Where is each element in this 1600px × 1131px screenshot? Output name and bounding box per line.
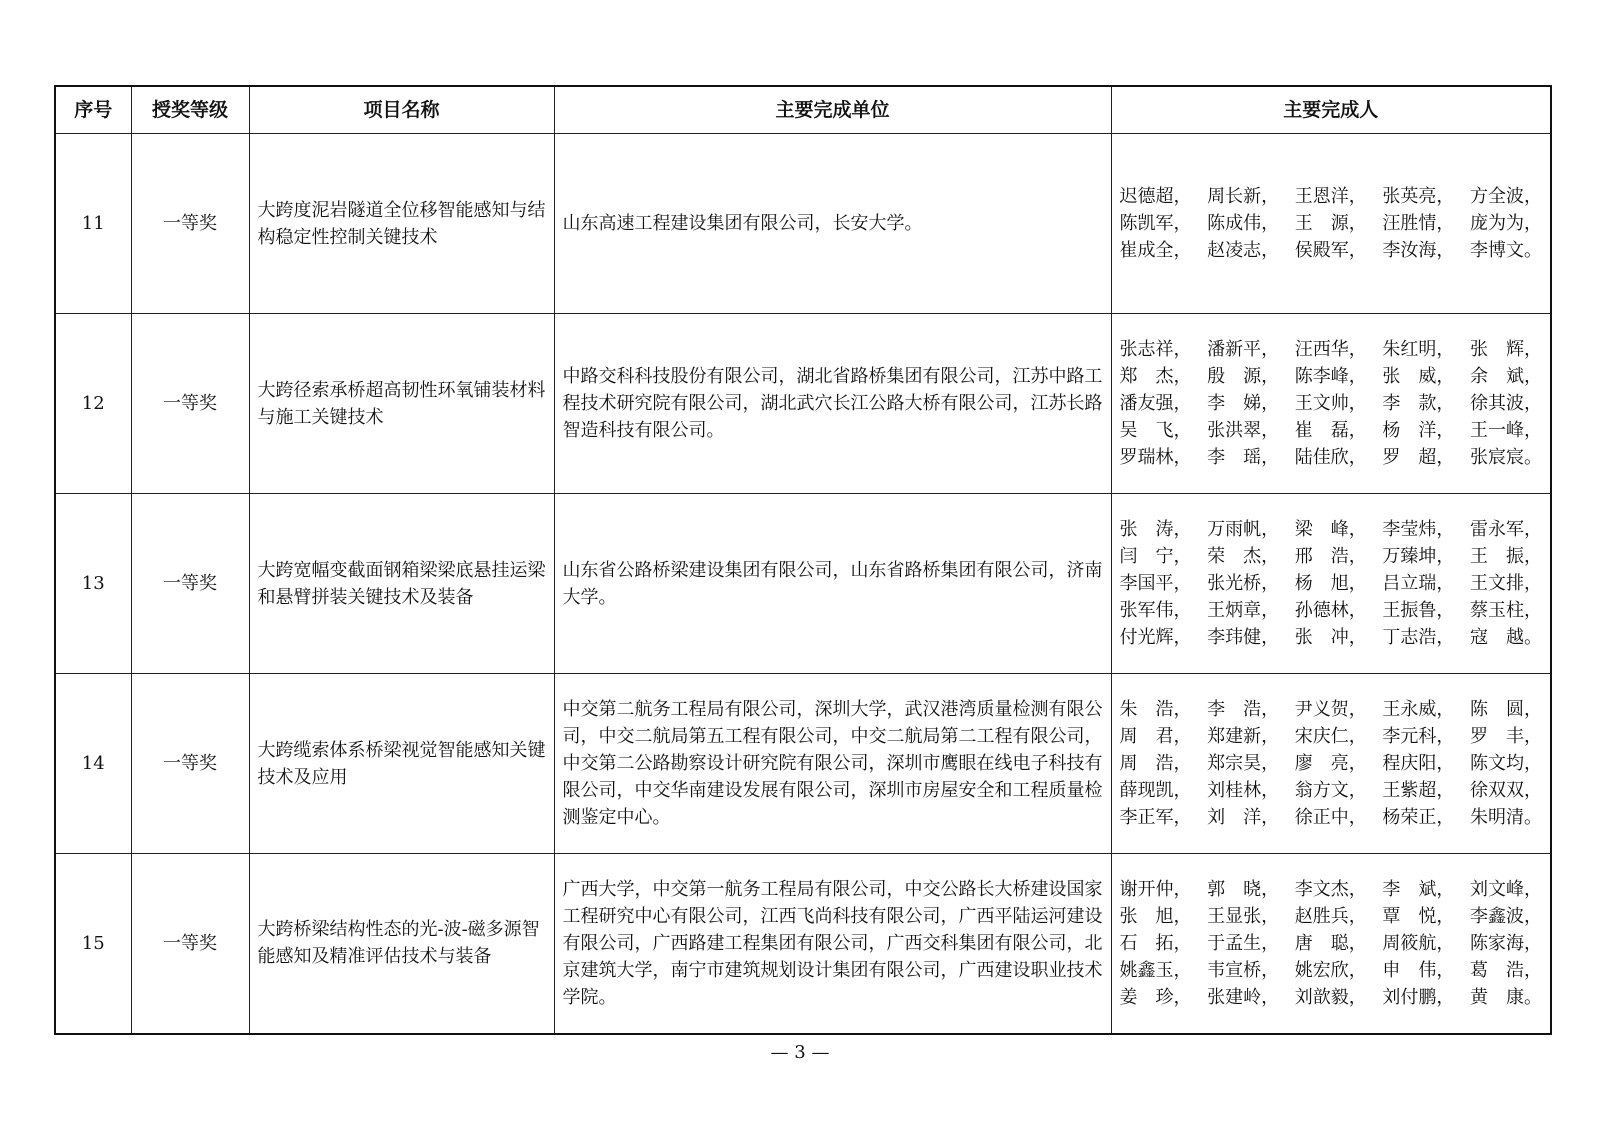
person-name: 王紫超， <box>1382 780 1455 801</box>
person-name: 姜 珍， <box>1119 986 1192 1008</box>
completing-people <box>1111 494 1551 674</box>
table-header <box>55 86 1551 134</box>
people-line <box>1120 237 1543 264</box>
person-name: 杨 旭， <box>1294 573 1367 594</box>
person-name: 石 拓， <box>1119 932 1192 954</box>
person-name: 王 振， <box>1470 546 1542 567</box>
person-name: 孙德林， <box>1294 600 1367 621</box>
person-name: 潘友强， <box>1119 393 1192 414</box>
person-name: 李 浩， <box>1207 699 1280 720</box>
person-name: 李莹炜， <box>1382 519 1455 540</box>
person-name: 郑宗昊， <box>1207 753 1280 774</box>
people-line <box>1120 903 1543 930</box>
people-line <box>1120 957 1543 984</box>
people-line <box>1120 417 1543 444</box>
person-name: 姚鑫玉， <box>1119 959 1192 981</box>
person-name: 陈家海， <box>1470 932 1542 954</box>
person-name: 张宸宸。 <box>1470 447 1542 468</box>
person-name: 李国平， <box>1119 573 1192 594</box>
completing-people <box>1111 134 1551 314</box>
person-name: 徐正中， <box>1294 807 1367 828</box>
table-row <box>55 134 1551 314</box>
people-line <box>1120 750 1543 777</box>
person-name: 汪西华， <box>1294 339 1367 360</box>
project-name: 大跨度泥岩隧道全位移智能感知与结构稳定性控制关键技术 <box>249 134 554 314</box>
person-name: 吴 飞， <box>1119 420 1192 441</box>
person-name: 李博文。 <box>1470 240 1542 261</box>
completing-units: 山东省公路桥梁建设集团有限公司，山东省路桥集团有限公司，济南大学。 <box>554 494 1111 674</box>
row-number: 14 <box>55 674 131 854</box>
person-name: 李正军， <box>1119 807 1192 828</box>
person-name: 谢开仲， <box>1119 878 1192 900</box>
person-name: 陈成伟， <box>1207 213 1280 234</box>
person-name: 王振鲁， <box>1382 600 1455 621</box>
person-name: 陆佳欣， <box>1294 447 1367 468</box>
person-name: 杨荣正， <box>1382 807 1455 828</box>
person-name: 张英亮， <box>1382 186 1455 207</box>
person-name: 宋庆仁， <box>1294 726 1367 747</box>
person-name: 崔成全， <box>1119 240 1192 261</box>
award-level: 一等奖 <box>131 314 249 494</box>
person-name: 廖 亮， <box>1294 753 1367 774</box>
person-name: 张建岭， <box>1207 986 1280 1008</box>
page-number: — 3 — <box>770 1042 830 1063</box>
people-line <box>1120 696 1543 723</box>
person-name: 罗 超， <box>1382 447 1455 468</box>
completing-people <box>1111 674 1551 854</box>
person-name: 王 源， <box>1294 213 1367 234</box>
people-line <box>1120 723 1543 750</box>
person-name: 尹义贺， <box>1294 699 1367 720</box>
person-name: 侯殿军， <box>1294 240 1367 261</box>
people-line <box>1120 930 1543 957</box>
project-name: 大跨缆索体系桥梁视觉智能感知关键技术及应用 <box>249 674 554 854</box>
award-level: 一等奖 <box>131 854 249 1034</box>
completing-people <box>1111 314 1551 494</box>
person-name: 张军伟， <box>1119 600 1192 621</box>
person-name: 张 冲， <box>1294 627 1367 648</box>
completing-units: 山东高速工程建设集团有限公司，长安大学。 <box>554 134 1111 314</box>
person-name: 蔡玉柱， <box>1470 600 1542 621</box>
person-name: 李鑫波， <box>1470 905 1542 927</box>
header-no: 序号 <box>55 86 131 134</box>
person-name: 吕立瑞， <box>1382 573 1455 594</box>
table-row <box>55 674 1551 854</box>
person-name: 朱明清。 <box>1470 807 1542 828</box>
people-line <box>1120 876 1543 903</box>
people-line <box>1120 543 1543 570</box>
people-line <box>1120 336 1543 363</box>
person-name: 周筱航， <box>1382 932 1455 954</box>
person-name: 徐双双， <box>1470 780 1542 801</box>
person-name: 张 旭， <box>1119 905 1192 927</box>
people-line <box>1120 210 1543 237</box>
people-line <box>1120 570 1543 597</box>
person-name: 陈文均， <box>1470 753 1542 774</box>
table-row <box>55 494 1551 674</box>
person-name: 王炳章， <box>1207 600 1280 621</box>
people-line <box>1120 390 1543 417</box>
people-line <box>1120 777 1543 804</box>
header-people: 主要完成人 <box>1111 86 1551 134</box>
people-line <box>1120 516 1543 543</box>
person-name: 余 斌， <box>1470 366 1542 387</box>
awards-table <box>54 85 1552 1035</box>
person-name: 翁方文， <box>1294 780 1367 801</box>
project-name: 大跨桥梁结构性态的光-波-磁多源智能感知及精准评估技术与装备 <box>249 854 554 1034</box>
person-name: 张志祥， <box>1119 339 1192 360</box>
person-name: 潘新平， <box>1207 339 1280 360</box>
person-name: 周 君， <box>1119 726 1192 747</box>
person-name: 陈 圆， <box>1470 699 1542 720</box>
person-name: 万臻坤， <box>1382 546 1455 567</box>
project-name: 大跨径索承桥超高韧性环氧铺装材料与施工关键技术 <box>249 314 554 494</box>
person-name: 李 娣， <box>1207 393 1280 414</box>
person-name: 庞为为， <box>1470 213 1542 234</box>
person-name: 迟德超， <box>1119 186 1192 207</box>
person-name: 张 涛， <box>1119 519 1192 540</box>
person-name: 张 威， <box>1382 366 1455 387</box>
person-name: 李汝海， <box>1382 240 1455 261</box>
person-name: 唐 聪， <box>1294 932 1367 954</box>
person-name: 闫 宁， <box>1119 546 1192 567</box>
header-name: 项目名称 <box>249 86 554 134</box>
row-number: 13 <box>55 494 131 674</box>
person-name: 申 伟， <box>1382 959 1455 981</box>
header-units: 主要完成单位 <box>554 86 1111 134</box>
table-body <box>55 134 1551 1034</box>
project-name: 大跨宽幅变截面钢箱梁梁底悬挂运梁和悬臂拼装关键技术及装备 <box>249 494 554 674</box>
people-line <box>1120 804 1543 831</box>
person-name: 李玮健， <box>1207 627 1280 648</box>
person-name: 万雨帆， <box>1207 519 1280 540</box>
completing-units: 中交第二航务工程局有限公司，深圳大学，武汉港湾质量检测有限公司，中交二航局第五工程有限公司，中交二航局第二工程有限公司，中交第二公路勘察设计研究院有限公司，深圳市鹰眼在线电子科技有限公司，中交华南建设发展有限公司，深圳市房屋安全和工程质量检测鉴定中心。 <box>554 674 1111 854</box>
person-name: 李元科， <box>1382 726 1455 747</box>
row-number: 12 <box>55 314 131 494</box>
person-name: 荣 杰， <box>1207 546 1280 567</box>
people-line <box>1120 597 1543 624</box>
person-name: 陈凯军， <box>1119 213 1192 234</box>
person-name: 薛现凯， <box>1119 780 1192 801</box>
person-name: 崔 磊， <box>1294 420 1367 441</box>
person-name: 梁 峰， <box>1294 519 1367 540</box>
completing-units: 广西大学，中交第一航务工程局有限公司，中交公路长大桥建设国家工程研究中心有限公司，江西飞尚科技有限公司，广西平陆运河建设有限公司，广西路建工程集团有限公司，广西交科集团有限公司，北京建筑大学，南宁市建筑规划设计集团有限公司，广西建设职业技术学院。 <box>554 854 1111 1034</box>
person-name: 寇 越。 <box>1470 627 1542 648</box>
header-level: 授奖等级 <box>131 86 249 134</box>
header-row <box>55 86 1551 134</box>
person-name: 张洪翠， <box>1207 420 1280 441</box>
person-name: 刘 洋， <box>1207 807 1280 828</box>
table-row <box>55 854 1551 1034</box>
person-name: 罗 丰， <box>1470 726 1542 747</box>
person-name: 罗瑞林， <box>1119 447 1192 468</box>
person-name: 覃 悦， <box>1382 905 1455 927</box>
person-name: 王永威， <box>1382 699 1455 720</box>
person-name: 李文杰， <box>1294 878 1367 900</box>
person-name: 刘歆毅， <box>1294 986 1367 1008</box>
person-name: 于孟生， <box>1207 932 1280 954</box>
award-level: 一等奖 <box>131 674 249 854</box>
person-name: 王文排， <box>1470 573 1542 594</box>
people-line <box>1120 444 1543 471</box>
person-name: 李 款， <box>1382 393 1455 414</box>
person-name: 程庆阳， <box>1382 753 1455 774</box>
person-name: 付光辉， <box>1119 627 1192 648</box>
person-name: 刘文峰， <box>1470 878 1542 900</box>
completing-units: 中路交科科技股份有限公司，湖北省路桥集团有限公司，江苏中路工程技术研究院有限公司，湖北武穴长江公路大桥有限公司，江苏长路智造科技有限公司。 <box>554 314 1111 494</box>
person-name: 黄 康。 <box>1470 986 1542 1008</box>
person-name: 王文帅， <box>1294 393 1367 414</box>
person-name: 雷永军， <box>1470 519 1542 540</box>
person-name: 陈李峰， <box>1294 366 1367 387</box>
person-name: 朱红明， <box>1382 339 1455 360</box>
person-name: 杨 洋， <box>1382 420 1455 441</box>
person-name: 郑 杰， <box>1119 366 1192 387</box>
people-line <box>1120 624 1543 651</box>
person-name: 徐其波， <box>1470 393 1542 414</box>
person-name: 郭 晓， <box>1207 878 1280 900</box>
person-name: 邢 浩， <box>1294 546 1367 567</box>
row-number: 11 <box>55 134 131 314</box>
person-name: 王显张， <box>1207 905 1280 927</box>
people-line <box>1120 183 1543 210</box>
person-name: 刘付鹏， <box>1382 986 1455 1008</box>
person-name: 姚宏欣， <box>1294 959 1367 981</box>
person-name: 丁志浩， <box>1382 627 1455 648</box>
people-line <box>1120 363 1543 390</box>
person-name: 方全波， <box>1470 186 1542 207</box>
person-name: 王一峰， <box>1470 420 1542 441</box>
person-name: 葛 浩， <box>1470 959 1542 981</box>
person-name: 李 斌， <box>1382 878 1455 900</box>
person-name: 赵凌志， <box>1207 240 1280 261</box>
person-name: 殷 源， <box>1207 366 1280 387</box>
award-level: 一等奖 <box>131 494 249 674</box>
person-name: 张 辉， <box>1470 339 1542 360</box>
row-number: 15 <box>55 854 131 1034</box>
award-level: 一等奖 <box>131 134 249 314</box>
completing-people <box>1111 854 1551 1034</box>
person-name: 赵胜兵， <box>1294 905 1367 927</box>
person-name: 周 浩， <box>1119 753 1192 774</box>
people-line <box>1120 984 1543 1011</box>
person-name: 王恩洋， <box>1294 186 1367 207</box>
person-name: 刘桂林， <box>1207 780 1280 801</box>
person-name: 汪胜情， <box>1382 213 1455 234</box>
person-name: 张光桥， <box>1207 573 1280 594</box>
person-name: 李 瑶， <box>1207 447 1280 468</box>
person-name: 郑建新， <box>1207 726 1280 747</box>
table-row <box>55 314 1551 494</box>
person-name: 朱 浩， <box>1119 699 1192 720</box>
person-name: 韦宣桥， <box>1207 959 1280 981</box>
person-name: 周长新， <box>1207 186 1280 207</box>
